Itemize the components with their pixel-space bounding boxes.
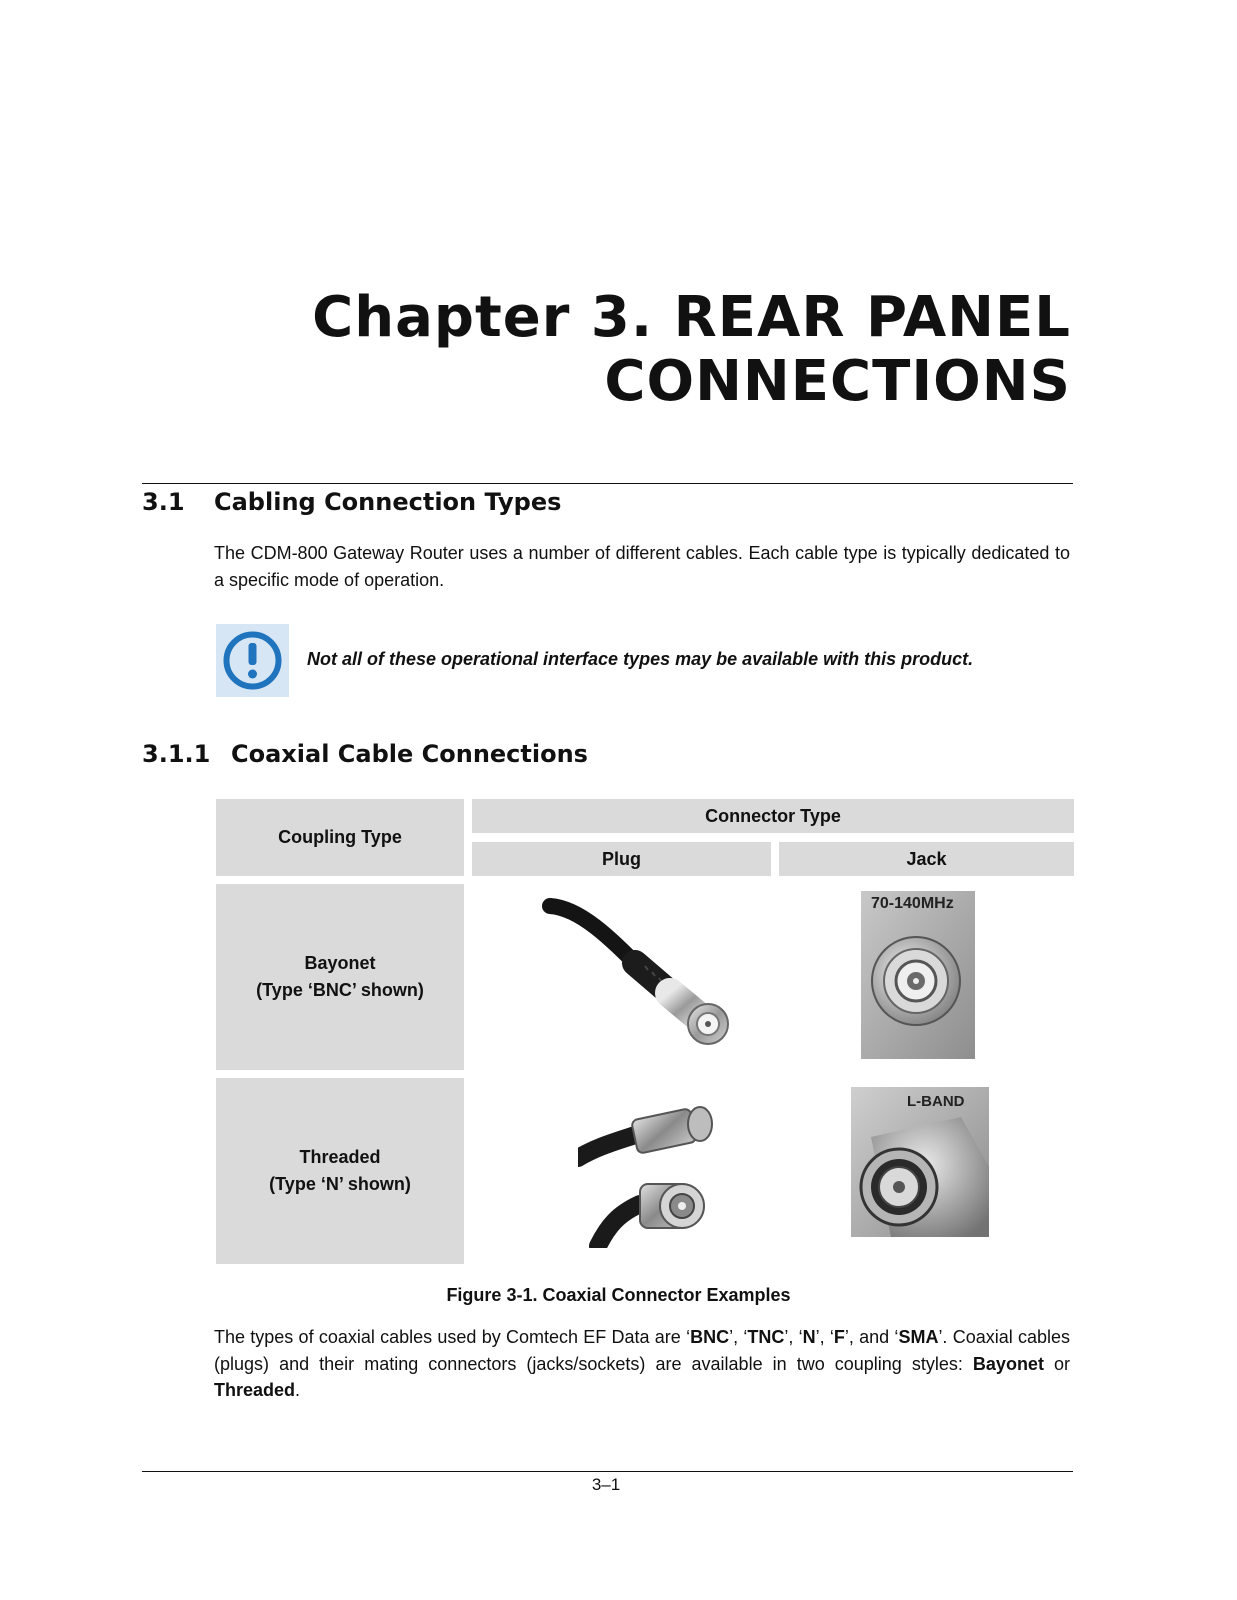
connector-tnc: TNC	[747, 1327, 785, 1347]
coupling-cell-threaded	[216, 1078, 464, 1264]
page-number: 3–1	[591, 1475, 621, 1494]
exclamation-circle-icon	[216, 624, 289, 697]
coupling-type-header: Coupling Type	[216, 799, 464, 876]
figure-caption: Figure 3-1. Coaxial Connector Examples	[446, 1285, 791, 1305]
text-run: ’, ‘	[815, 1327, 834, 1347]
section-number: 3.1	[142, 488, 185, 516]
section-heading	[142, 488, 561, 516]
coupling-example: (Type ‘N’ shown)	[269, 1174, 411, 1194]
text-run: ’, ‘	[784, 1327, 803, 1347]
text-run: or	[1043, 1353, 1070, 1374]
jack-panel-label: L-BAND	[907, 1093, 965, 1110]
bnc-jack-image	[861, 891, 975, 1059]
connector-sma: SMA	[898, 1327, 939, 1347]
connector-n: N	[802, 1327, 816, 1347]
subsection-title: Coaxial Cable Connections	[231, 740, 588, 768]
style-bayonet: Bayonet	[972, 1353, 1044, 1374]
section-title: Cabling Connection Types	[214, 488, 562, 516]
coupling-name: Bayonet	[304, 953, 376, 973]
connector-f: F	[833, 1327, 845, 1347]
text-run: The types of coaxial cables used by Comtech EF Data are ‘	[214, 1327, 691, 1347]
plug-header: Plug	[472, 842, 771, 876]
coupling-cell-bayonet	[216, 884, 464, 1070]
text-run: ’, and ‘	[844, 1327, 899, 1347]
text-run: .	[295, 1380, 301, 1400]
subsection-number: 3.1.1	[142, 740, 211, 768]
connector-type-header: Connector Type	[472, 799, 1074, 833]
note-text: Not all of these operational interface types may be available with this product.	[307, 649, 974, 669]
coupling-name: Threaded	[299, 1147, 381, 1167]
n-plug-image	[578, 1096, 718, 1248]
section-intro: The CDM-800 Gateway Router uses a number of different cables. Each cable type is typically dedicated to a specific mode of operation.	[214, 543, 1070, 590]
bnc-plug-image	[540, 898, 740, 1048]
chapter-title-line-1: Chapter 3. REAR PANEL	[312, 285, 1071, 350]
footer-divider	[142, 1471, 1073, 1472]
jack-panel-label: 70-140MHz	[871, 895, 954, 912]
text-run: ’. Coaxial cables (plugs) and their mating connectors (jacks/sockets) are available in two coupling styles:	[214, 1327, 1071, 1374]
coupling-example: (Type ‘BNC’ shown)	[256, 980, 424, 1000]
chapter-title-line-2: CONNECTIONS	[604, 349, 1071, 414]
style-threaded: Threaded	[214, 1380, 296, 1400]
body-paragraph	[214, 1324, 1070, 1404]
n-jack-image	[851, 1087, 989, 1237]
jack-header: Jack	[779, 842, 1074, 876]
section-divider	[142, 483, 1073, 484]
text-run: ’, ‘	[729, 1327, 748, 1347]
subsection-heading	[142, 740, 588, 768]
chapter-title	[312, 286, 1071, 414]
connector-bnc: BNC	[690, 1327, 730, 1347]
